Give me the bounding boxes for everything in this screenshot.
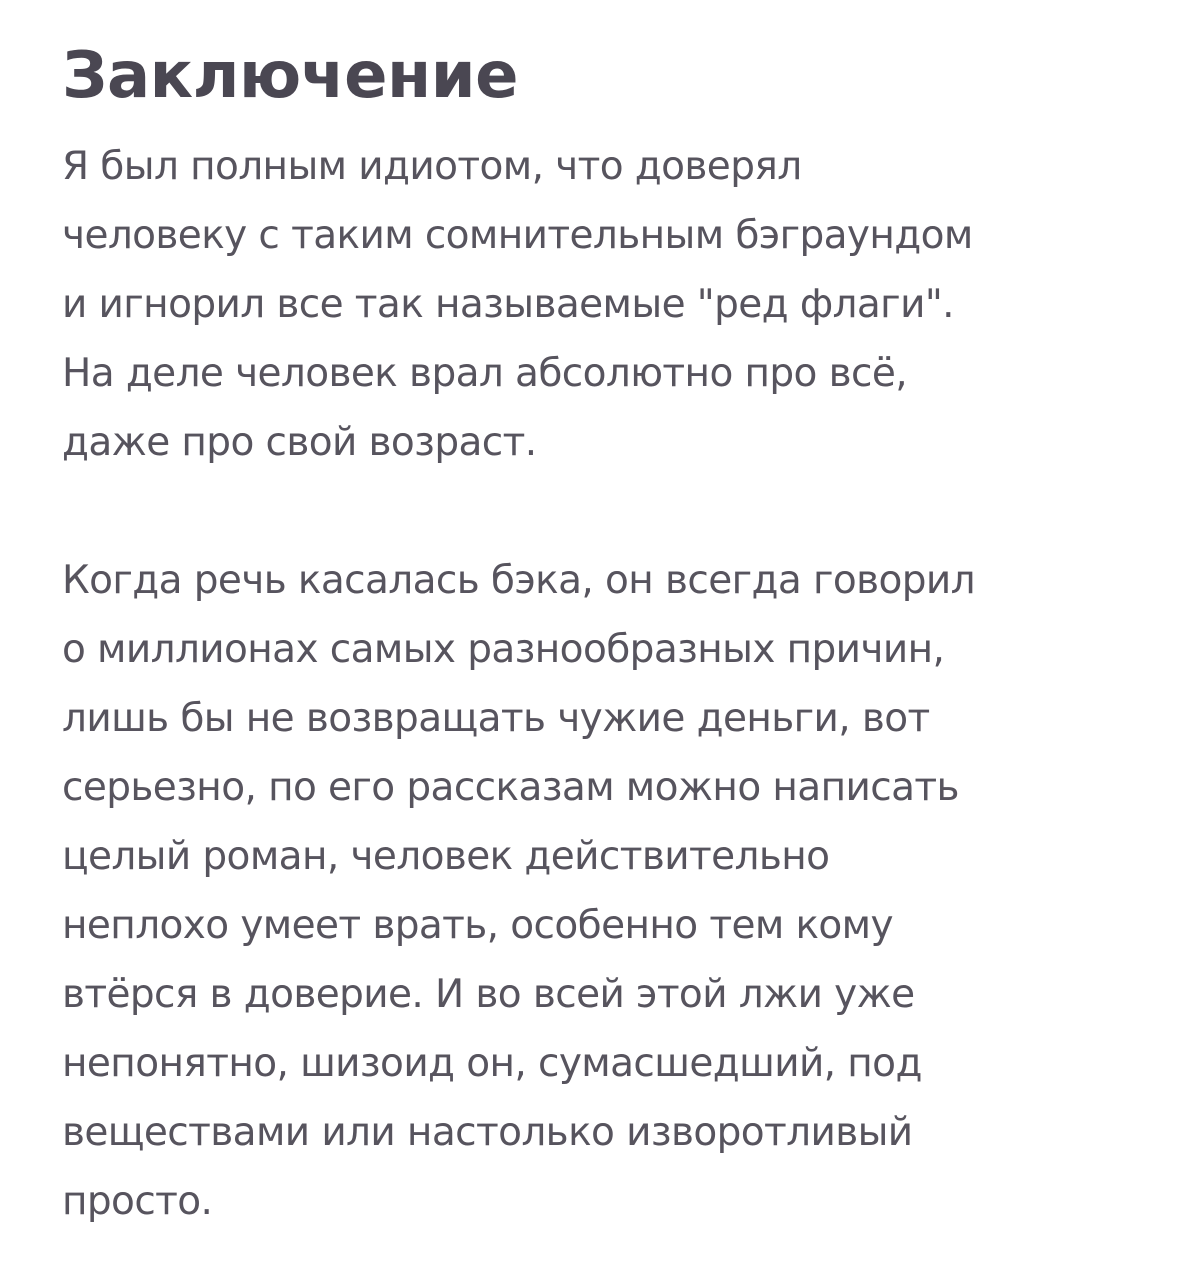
text-line: целый роман, человек действительно xyxy=(62,834,830,879)
section-heading: Заключение xyxy=(62,39,518,113)
text-line: Я был полным идиотом, что доверял xyxy=(62,144,802,189)
text-line: втёрся в доверие. И во всей этой лжи уже xyxy=(62,972,915,1017)
paragraph-2 xyxy=(62,546,1142,1236)
text-line: Когда речь касалась бэка, он всегда говорил xyxy=(62,558,975,603)
text-line: человеку с таким сомнительным бэграундом xyxy=(62,213,973,258)
paragraph-1 xyxy=(62,132,1142,477)
text-line: серьезно, по его рассказам можно написать xyxy=(62,765,959,810)
text-line: даже про свой возраст. xyxy=(62,420,537,465)
text-line: веществами или настолько изворотливый xyxy=(62,1110,913,1155)
text-line: лишь бы не возвращать чужие деньги, вот xyxy=(62,696,930,741)
text-line: На деле человек врал абсолютно про всё, xyxy=(62,351,908,396)
text-line: о миллионах самых разнообразных причин, xyxy=(62,627,945,672)
article xyxy=(62,30,1142,1236)
text-line: и игнорил все так называемые "ред флаги". xyxy=(62,282,954,327)
text-line: неплохо умеет врать, особенно тем кому xyxy=(62,903,893,948)
text-line: просто. xyxy=(62,1179,213,1224)
text-line: непонятно, шизоид он, сумасшедший, под xyxy=(62,1041,922,1086)
